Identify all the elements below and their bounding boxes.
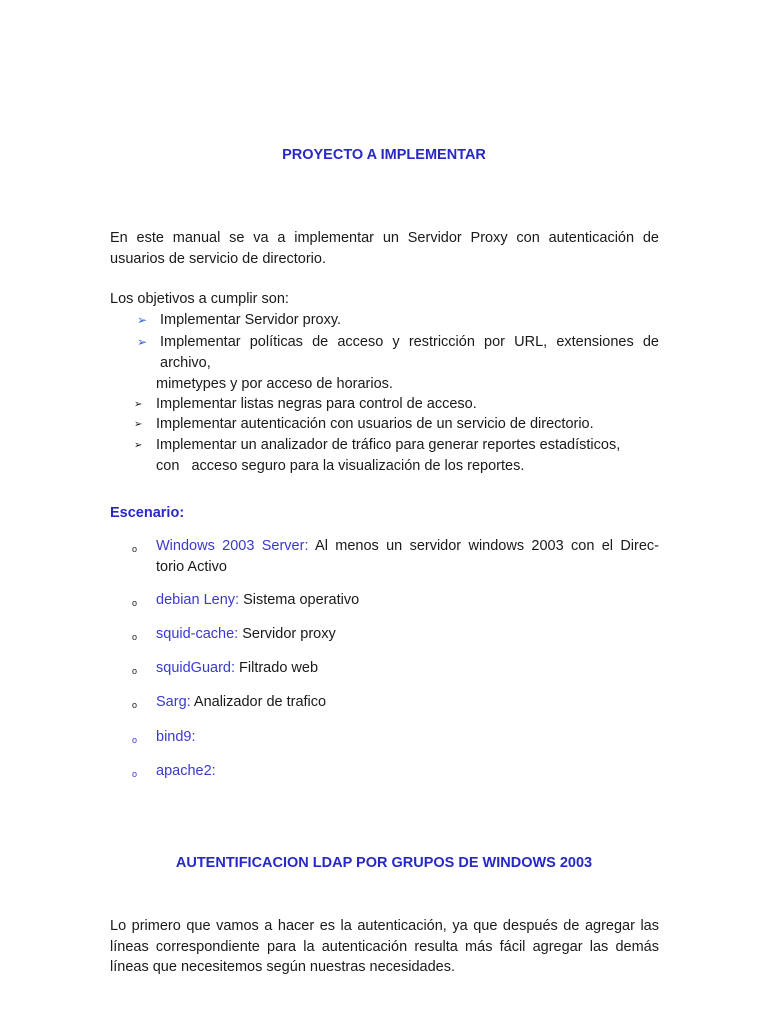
objective-item: Implementar Servidor proxy. [160,312,342,328]
scenario-item-desc: Al menos un servidor windows 2003 con el Direc- [308,538,659,554]
scenario-item [156,590,359,610]
intro-paragraph: En este manual se va a implementar un Servidor Proxy con autenticación de usuarios de servicio de directorio. [110,230,659,267]
scenario-item [156,727,196,747]
arrow-bullet-icon: ➢ [137,313,148,327]
scenario-item-name: squid-cache: [156,626,239,642]
arrow-bullet-icon: ➢ [134,440,143,451]
circle-bullet-icon: o [132,544,138,554]
scenario-item [156,692,326,712]
arrow-bullet-icon: ➢ [134,399,143,410]
objective-item-continued: con acceso seguro para la visualización de los reportes. [156,458,525,474]
objective-item: Implementar listas negras para control de acceso. [156,396,477,412]
circle-bullet-icon: o [132,598,138,608]
scenario-item-name: Windows 2003 Server: [156,538,309,554]
scenario-item-desc-continued: torio Activo [156,559,227,575]
scenario-item-name: bind9: [156,729,196,745]
circle-bullet-icon: o [132,700,138,710]
scenario-item-desc: Servidor proxy [238,626,336,642]
objective-item: Implementar políticas de acceso y restricción por URL, extensiones de [160,334,659,350]
circle-bullet-icon: o [132,666,138,676]
page-title: PROYECTO A IMPLEMENTAR [282,147,486,163]
scenario-item [156,658,318,678]
scenario-item-name: apache2: [156,763,216,779]
scenario-item-desc: Sistema operativo [239,592,360,608]
scenario-heading: Escenario: [110,505,185,521]
objective-item-continued: mimetypes y por acceso de horarios. [156,376,393,392]
objective-item: Implementar un analizador de tráfico para generar reportes estadísticos, [156,437,621,453]
scenario-item-name: debian Leny: [156,592,240,608]
section-paragraph: Lo primero que vamos a hacer es la autenticación, ya que después de agregar las líneas correspondiente para la autenticación resulta más fácil agregar las demás líneas que necesitemos según nuestras necesidades. [110,918,659,975]
section-title: AUTENTIFICACION LDAP POR GRUPOS DE WINDOWS 2003 [175,855,593,871]
objective-item: Implementar autenticación con usuarios de un servicio de directorio. [156,416,594,432]
circle-bullet-icon: o [132,632,138,642]
objectives-intro: Los objetivos a cumplir son: [110,291,289,307]
scenario-item [156,536,659,556]
circle-bullet-icon: o [132,769,138,779]
scenario-item-desc: Analizador de trafico [190,694,327,710]
scenario-item-desc: Filtrado web [235,660,319,676]
scenario-item [156,624,336,644]
objective-item-continued: archivo, [160,355,211,371]
scenario-item-name: Sarg: [156,694,191,710]
scenario-item-name: squidGuard: [156,660,235,676]
scenario-item [156,761,216,781]
arrow-bullet-icon: ➢ [137,335,148,349]
arrow-bullet-icon: ➢ [134,419,143,430]
circle-bullet-icon: o [132,735,138,745]
